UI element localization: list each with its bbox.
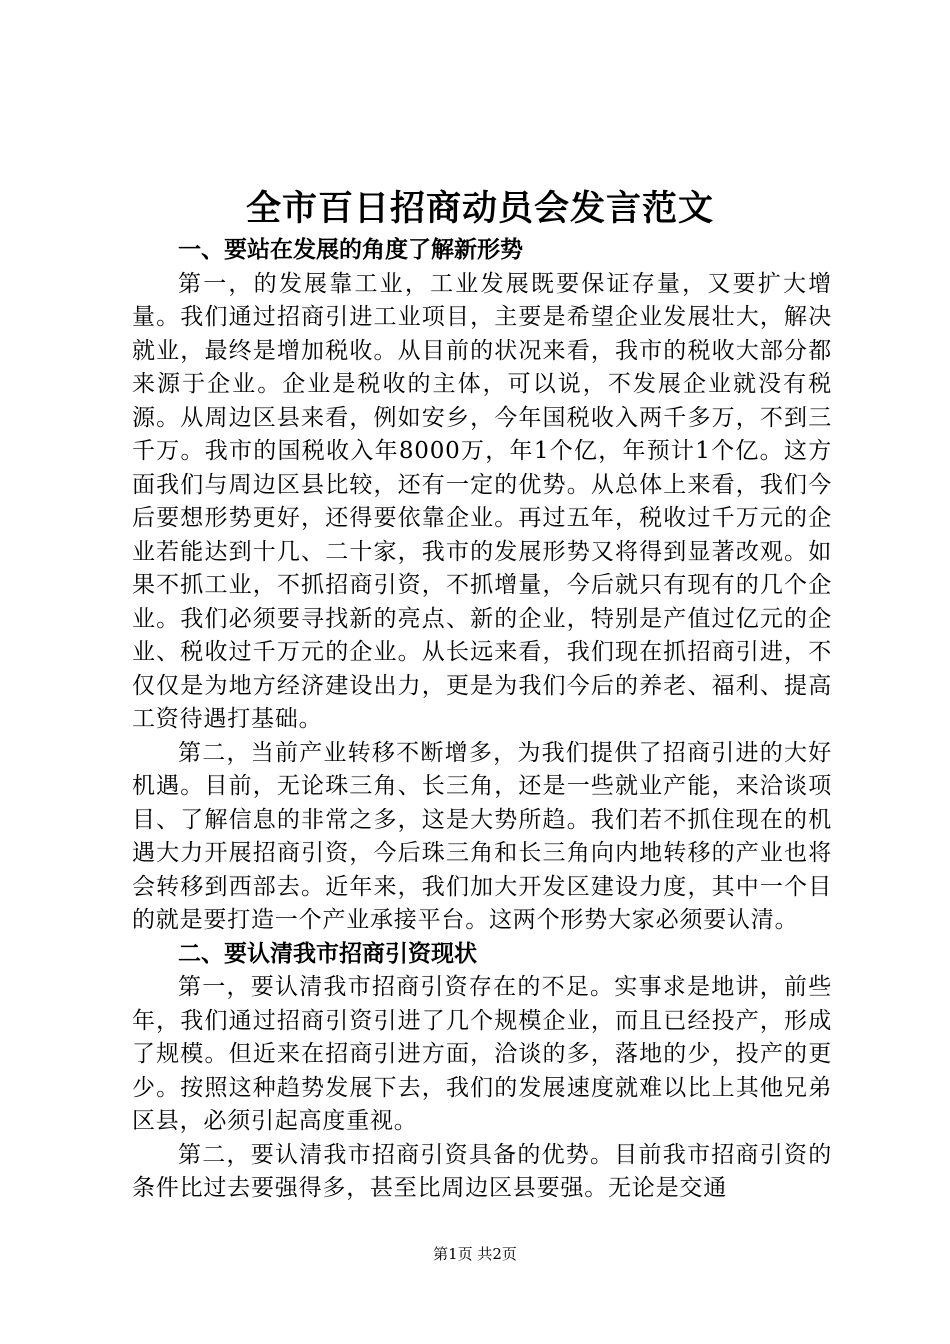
paragraph: 第二，当前产业转移不断增多，为我们提供了招商引进的大好机遇。目前，无论珠三角、长三角，还是一些就业产能，来洽谈项目、了解信息的非常之多，这是大势所趋。我们若不抓住现在的机遇大力开展招商引资，今后珠三角和长三角向内地转移的产业也将会转移到西部去。近年来，我们加大开发区建设力度，其中一个目的就是要打造一个产业承接平台。这两个形势大家必须要认清。 bbox=[132, 739, 832, 933]
paragraph: 第一，要认清我市招商引资存在的不足。实事求是地讲，前些年，我们通过招商引资引进了几个规模企业，而且已经投产，形成了规模。但近来在招商引进方面，洽谈的多，落地的少，投产的更少。按照这种趋势发展下去，我们的发展速度就难以比上其他兄弟区县，必须引起高度重视。 bbox=[132, 974, 832, 1134]
document-body bbox=[132, 234, 832, 1206]
paragraph: 第二，要认清我市招商引资具备的优势。目前我市招商引资的条件比过去要强得多，甚至比周边区县要强。无论是交通 bbox=[132, 1141, 832, 1201]
section-heading-2: 二、要认清我市招商引资现状 bbox=[178, 940, 477, 967]
document-title: 全市百日招商动员会发言范文 bbox=[245, 188, 714, 229]
page-footer: 第1页 共2页 bbox=[433, 1245, 517, 1263]
paragraph: 第一，的发展靠工业，工业发展既要保证存量，又要扩大增量。我们通过招商引进工业项目，主要是希望企业发展壮大，解决就业，最终是增加税收。从目前的状况来看，我市的税收大部分都来源于企业。企业是税收的主体，可以说，不发展企业就没有税源。从周边区县来看，例如安乡，今年国税收入两千多万，不到三千万。我市的国税收入年8000万，年1个亿，年预计1个亿。这方面我们与周边区县比较，还有一定的优势。从总体上来看，我们今后要想形势更好，还得要依靠企业。再过五年，税收过千万元的企业若能达到十几、二十家，我市的发展形势又将得到显著改观。如果不抓工业，不抓招商引资，不抓增量，今后就只有现有的几个企业。我们必须要寻找新的亮点、新的企业，特别是产值过亿元的企业、税收过千万元的企业。从长远来看，我们现在抓招商引进，不仅仅是为地方经济建设出力，更是为我们今后的养老、福利、提高工资待遇打基础。 bbox=[132, 270, 832, 732]
section-heading-1: 一、要站在发展的角度了解新形势 bbox=[178, 237, 523, 263]
